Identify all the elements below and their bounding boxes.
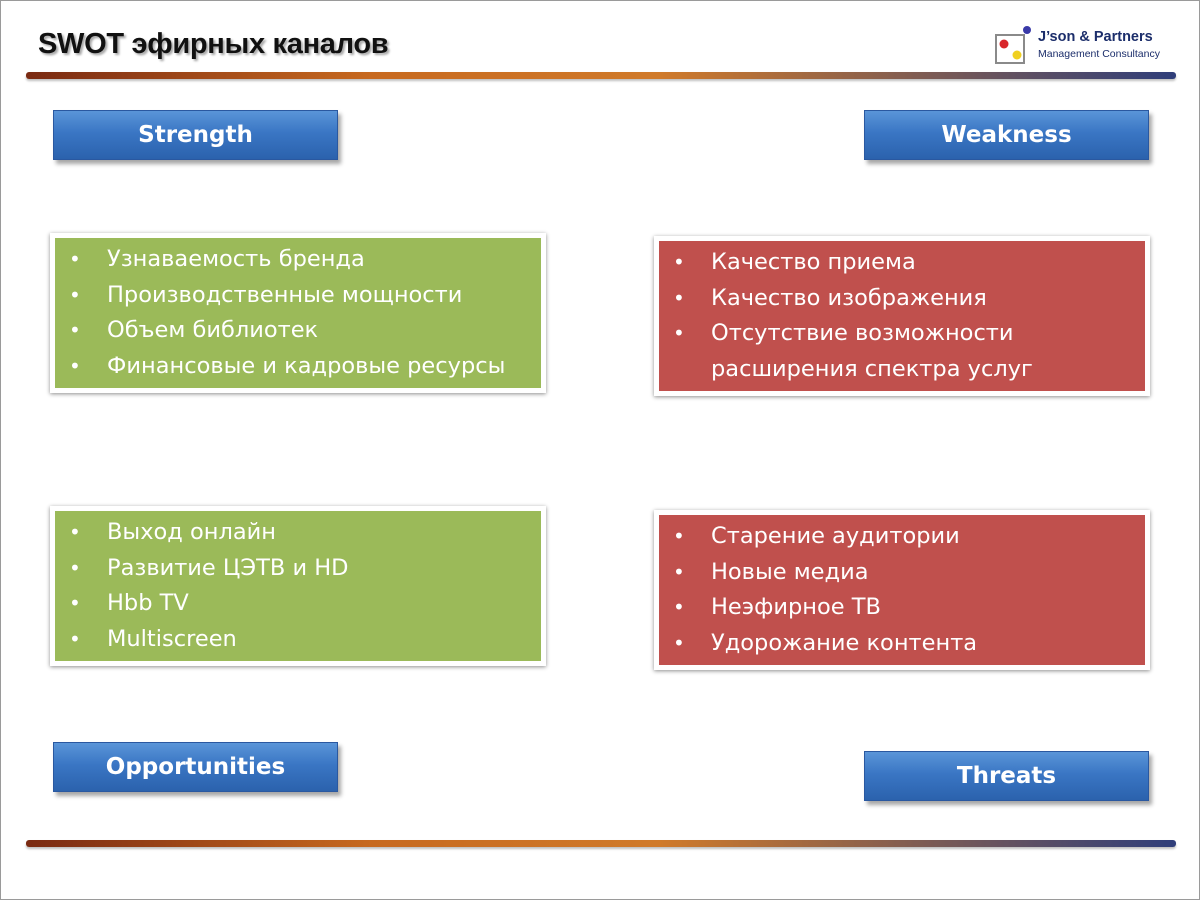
weakness-list <box>671 245 1137 387</box>
threats-header: Threats <box>864 751 1149 801</box>
weakness-item: • Качество изображения <box>671 281 1137 317</box>
strength-list <box>67 242 533 384</box>
threats-item: • Удорожание контента <box>671 626 1137 662</box>
threats-item: • Неэфирное ТВ <box>671 590 1137 626</box>
logo-company-name: J’son & Partners <box>1038 29 1153 45</box>
opportunities-item: • Развитие ЦЭТВ и HD <box>67 551 533 587</box>
logo-mark-icon <box>994 25 1034 65</box>
opportunities-item: • Выход онлайн <box>67 515 533 551</box>
strength-item: • Узнаваемость бренда <box>67 242 533 278</box>
logo-company-subtitle: Management Consultancy <box>1038 48 1160 60</box>
strength-box <box>50 233 546 393</box>
threats-box <box>654 510 1150 670</box>
threats-item: • Новые медиа <box>671 555 1137 591</box>
slide-title: SWOT эфирных каналов <box>38 28 389 60</box>
threats-item: • Старение аудитории <box>671 519 1137 555</box>
opportunities-item: • Hbb TV <box>67 586 533 622</box>
strength-header: Strength <box>53 110 338 160</box>
opportunities-item: • Multiscreen <box>67 622 533 658</box>
weakness-item: • Качество приема <box>671 245 1137 281</box>
bottom-divider <box>26 840 1176 847</box>
threats-list <box>671 519 1137 661</box>
strength-item: • Объем библиотек <box>67 313 533 349</box>
opportunities-header: Opportunities <box>53 742 338 792</box>
opportunities-box <box>50 506 546 666</box>
opportunities-list <box>67 515 533 657</box>
top-divider <box>26 72 1176 79</box>
strength-item: • Финансовые и кадровые ресурсы <box>67 349 533 385</box>
strength-item: • Производственные мощности <box>67 278 533 314</box>
weakness-item: • Отсутствие возможности расширения спектра услуг <box>671 316 1137 387</box>
weakness-box <box>654 236 1150 396</box>
company-logo <box>994 25 1184 67</box>
weakness-header: Weakness <box>864 110 1149 160</box>
